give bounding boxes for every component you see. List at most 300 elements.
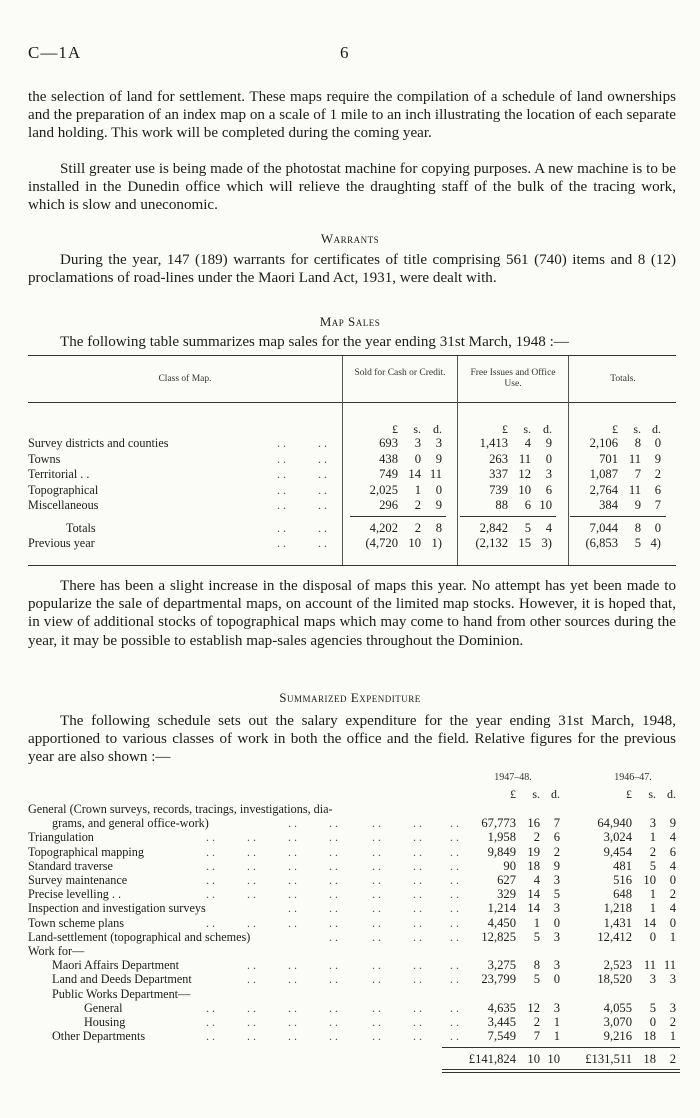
expenditure-cell: 8 xyxy=(533,958,540,973)
expenditure-cell: 3,275 xyxy=(487,958,516,973)
leader-dots: . . xyxy=(277,467,286,481)
table-cell: 8 xyxy=(634,521,641,535)
expenditure-cell: 5 xyxy=(649,1000,656,1015)
row-label: Previous year xyxy=(28,536,95,550)
row-label: Survey districts and counties xyxy=(28,436,169,450)
table-cell: 4 xyxy=(545,521,552,535)
leader-dots: . . xyxy=(329,915,338,930)
table-cell: 6 xyxy=(545,482,552,497)
page-number: 6 xyxy=(340,43,349,62)
expenditure-cell: 19 xyxy=(527,844,540,859)
expenditure-cell: 3 xyxy=(669,1000,676,1015)
expenditure-cell: 3 xyxy=(553,901,560,916)
leader-dots: . . xyxy=(372,844,381,859)
expenditure-cell: 3 xyxy=(649,816,656,831)
unit-label: £ xyxy=(502,422,508,436)
row-label: Topographical xyxy=(28,482,99,497)
table-cell: 384 xyxy=(599,498,618,512)
table-cell: 693 xyxy=(379,436,398,450)
table-cell: 1,087 xyxy=(589,467,618,481)
expenditure-cell: 16 xyxy=(527,816,540,831)
expenditure-cell: 3,070 xyxy=(603,1015,632,1029)
table-cell: 337 xyxy=(489,467,508,481)
table-cell: 11 xyxy=(429,467,442,481)
leader-dots: . . xyxy=(288,972,297,987)
table-cell: 1,413 xyxy=(479,436,508,450)
leader-dots: . . xyxy=(329,887,338,902)
expenditure-cell: 2 xyxy=(669,1015,676,1029)
expenditure-cell: 7 xyxy=(553,816,560,831)
intro-paragraph-2: Still greater use is being made of the photostat machine for copying purposes. A new machine is to be installed in the Dunedin office which will relieve the draughting staff of the bulk of the tracing work, which is slow and uneconomic. xyxy=(28,161,676,214)
leader-dots: . . xyxy=(288,1000,297,1015)
table-cell: 14 xyxy=(408,467,421,481)
leader-dots: . . xyxy=(206,1000,215,1015)
leader-dots: . . xyxy=(413,929,422,944)
leader-dots: . . xyxy=(329,958,338,973)
table-cell: 701 xyxy=(599,451,618,466)
expenditure-cell: 5 xyxy=(533,929,540,944)
expenditure-cell: 9 xyxy=(669,816,676,831)
leader-dots: . . xyxy=(329,873,338,887)
leader-dots: . . xyxy=(247,958,256,973)
expenditure-total-cell: £131,511 xyxy=(585,1052,632,1067)
column-header-year-2: 1946–47. xyxy=(614,772,652,783)
leader-dots: . . xyxy=(372,1015,381,1029)
leader-dots: . . xyxy=(329,830,338,845)
leader-dots: . . xyxy=(450,816,459,831)
expenditure-cell: 9 xyxy=(553,858,560,873)
expenditure-cell: 3 xyxy=(553,1000,560,1015)
expenditure-row-label: Standard traverse xyxy=(28,858,113,873)
intro-paragraph-1: the selection of land for settlement. These maps require the compilation of a schedule of land ownerships and the preparation of an index map on a scale of 1 mile to an inch illustrating the location of each separate land holding. This work will be completed during the coming year. xyxy=(28,89,676,142)
leader-dots: . . xyxy=(206,858,215,873)
leader-dots: . . xyxy=(277,451,286,466)
expenditure-cell: 481 xyxy=(613,858,632,873)
table-cell: 9 xyxy=(634,498,641,512)
leader-dots: . . xyxy=(247,844,256,859)
leader-dots: . . xyxy=(450,1015,459,1029)
expenditure-total-cell: 18 xyxy=(643,1052,656,1067)
expenditure-cell: 4 xyxy=(669,901,676,916)
leader-dots: . . xyxy=(372,873,381,887)
sum-rule xyxy=(558,1047,680,1048)
unit-label: s. xyxy=(523,422,531,436)
table-cell: 3 xyxy=(545,467,552,481)
expenditure-cell: 0 xyxy=(553,915,560,930)
expenditure-cell: 9,849 xyxy=(487,844,516,859)
expenditure-cell: 9,454 xyxy=(603,844,632,859)
unit-label: d. xyxy=(667,787,676,801)
row-label: Towns xyxy=(28,451,61,466)
expenditure-cell: 12 xyxy=(527,1000,540,1015)
expenditure-cell: 3 xyxy=(553,873,560,887)
table-cell: 8 xyxy=(634,436,641,450)
table-cell: 0 xyxy=(654,521,661,535)
expenditure-cell: 3 xyxy=(649,972,656,987)
table-cell: 2 xyxy=(414,498,421,512)
table-cell: 9 xyxy=(545,436,552,450)
table-cell: 3) xyxy=(541,536,552,550)
expenditure-cell: 4 xyxy=(669,830,676,845)
leader-dots: . . xyxy=(318,482,327,497)
unit-label: d. xyxy=(652,422,661,436)
expenditure-cell: 4 xyxy=(533,873,540,887)
sum-rule xyxy=(350,516,446,517)
table-cell: 438 xyxy=(379,451,398,466)
double-rule xyxy=(558,1069,680,1070)
table-cell: 10 xyxy=(539,498,552,512)
leader-dots: . . xyxy=(206,830,215,845)
expenditure-cell: 18 xyxy=(527,858,540,873)
table-cell: 4 xyxy=(524,436,531,450)
expenditure-cell: 4 xyxy=(669,858,676,873)
leader-dots: . . xyxy=(288,1029,297,1044)
table-cell: 11 xyxy=(628,482,641,497)
leader-dots: . . xyxy=(206,844,215,859)
leader-dots: . . xyxy=(247,887,256,902)
expenditure-cell: 2 xyxy=(533,830,540,845)
leader-dots: . . xyxy=(318,498,327,512)
expenditure-cell: 10 xyxy=(643,873,656,887)
leader-dots: . . xyxy=(277,536,286,550)
table-cell: 6 xyxy=(524,498,531,512)
expenditure-cell: 1 xyxy=(649,830,656,845)
expenditure-cell: 5 xyxy=(649,858,656,873)
expenditure-intro: The following schedule sets out the salary expenditure for the year ending 31st March, 1948, apportioned to various classes of work in both the office and the field. Relative figures for the previous year are also shown :— xyxy=(28,713,676,766)
table-cell: 7,044 xyxy=(589,521,618,535)
expenditure-row-label: Town scheme plans xyxy=(28,915,124,930)
expenditure-cell: 5 xyxy=(533,972,540,987)
unit-label: d. xyxy=(551,787,560,801)
expenditure-row-label: Precise levelling . . xyxy=(28,887,122,902)
leader-dots: . . xyxy=(288,873,297,887)
leader-dots: . . xyxy=(413,816,422,831)
table-cell: 296 xyxy=(379,498,398,512)
map-sales-heading: Map Sales xyxy=(319,314,381,329)
expenditure-cell: 1 xyxy=(553,1029,560,1044)
expenditure-cell: 7 xyxy=(533,1029,540,1044)
leader-dots: . . xyxy=(450,858,459,873)
leader-dots: . . xyxy=(277,482,286,497)
table-cell: 2,106 xyxy=(589,436,618,450)
expenditure-total-cell: £141,824 xyxy=(468,1052,516,1067)
table-cell: 3 xyxy=(414,436,421,450)
leader-dots: . . xyxy=(247,858,256,873)
leader-dots: . . xyxy=(247,830,256,845)
column-header-class: Class of Map. xyxy=(158,374,212,384)
table-cell: 88 xyxy=(495,498,508,512)
leader-dots: . . xyxy=(450,901,459,916)
leader-dots: . . xyxy=(329,858,338,873)
expenditure-row-label: Inspection and investigation surveys xyxy=(28,901,206,916)
leader-dots: . . xyxy=(288,1015,297,1029)
expenditure-cell: 1 xyxy=(553,1015,560,1029)
unit-label: d. xyxy=(433,422,442,436)
expenditure-cell: 1 xyxy=(649,887,656,902)
expenditure-cell: 3 xyxy=(669,972,676,987)
table-cell: 739 xyxy=(489,482,508,497)
leader-dots: . . xyxy=(288,816,297,831)
leader-dots: . . xyxy=(450,887,459,902)
expenditure-cell: 2 xyxy=(533,1015,540,1029)
expenditure-row-label: Public Works Department— xyxy=(52,986,191,1001)
expenditure-row-label: General (Crown surveys, records, tracings, investigations, dia- xyxy=(28,802,333,816)
leader-dots: . . xyxy=(413,873,422,887)
expenditure-row-label: Topographical mapping xyxy=(28,844,144,859)
leader-dots: . . xyxy=(413,958,422,973)
leader-dots: . . xyxy=(329,929,338,944)
table-cell: 12 xyxy=(518,467,531,481)
row-label: Totals xyxy=(66,521,96,535)
table-cell: 9 xyxy=(654,451,661,466)
table-cell: 5 xyxy=(634,536,641,550)
row-label: Territorial . . xyxy=(28,467,90,481)
table-cell: 7 xyxy=(634,467,641,481)
column-header-free: Free Issues and Office Use. xyxy=(470,368,556,389)
table-cell: 0 xyxy=(414,451,421,466)
table-cell: 2 xyxy=(654,467,661,481)
expenditure-cell: 18,520 xyxy=(597,972,632,987)
expenditure-cell: 9,216 xyxy=(603,1029,632,1044)
map-sales-commentary: There has been a slight increase in the disposal of maps this year. No attempt has yet been made to popularize the sale of departmental maps, on account of the limited map stocks. However, it is hoped that, in view of additional stocks of topographical maps which may come to hand from other sources during the year, it may be possible to establish map-sales agencies throughout the Dominion. xyxy=(28,578,676,649)
leader-dots: . . xyxy=(318,467,327,481)
leader-dots: . . xyxy=(277,498,286,512)
table-cell: 10 xyxy=(518,482,531,497)
table-cell: 10 xyxy=(408,536,421,550)
expenditure-cell: 4,635 xyxy=(487,1000,516,1015)
expenditure-row-label: Land-settlement (topographical and schemes) xyxy=(28,929,251,944)
expenditure-cell: 11 xyxy=(663,958,676,973)
table-bottom-rule xyxy=(28,565,676,566)
expenditure-cell: 3,024 xyxy=(603,830,632,845)
table-cell: 6 xyxy=(654,482,661,497)
table-header-rule xyxy=(28,402,676,403)
table-cell: (2,132 xyxy=(475,536,508,550)
expenditure-cell: 12,825 xyxy=(481,929,516,944)
leader-dots: . . xyxy=(450,830,459,845)
expenditure-cell: 1 xyxy=(649,901,656,916)
document-reference: C—1A xyxy=(28,43,82,62)
table-cell: 263 xyxy=(489,451,508,466)
table-cell: 9 xyxy=(435,451,442,466)
leader-dots: . . xyxy=(318,436,327,450)
table-cell: (6,853 xyxy=(585,536,618,550)
expenditure-cell: 0 xyxy=(649,929,656,944)
leader-dots: . . xyxy=(329,901,338,916)
leader-dots: . . xyxy=(450,915,459,930)
leader-dots: . . xyxy=(413,972,422,987)
expenditure-cell: 7,549 xyxy=(487,1029,516,1044)
expenditure-total-cell: 10 xyxy=(547,1052,560,1067)
expenditure-total-cell: 10 xyxy=(527,1052,540,1067)
leader-dots: . . xyxy=(329,972,338,987)
expenditure-cell: 90 xyxy=(503,858,516,873)
leader-dots: . . xyxy=(372,915,381,930)
table-cell: 2,764 xyxy=(589,482,618,497)
sum-rule xyxy=(460,516,556,517)
double-rule xyxy=(442,1069,564,1070)
expenditure-cell: 4,450 xyxy=(487,915,516,930)
table-cell: 15 xyxy=(518,536,531,550)
leader-dots: . . xyxy=(413,1029,422,1044)
leader-dots: . . xyxy=(206,873,215,887)
expenditure-cell: 12,412 xyxy=(597,929,632,944)
expenditure-cell: 0 xyxy=(649,1015,656,1029)
leader-dots: . . xyxy=(288,887,297,902)
expenditure-cell: 1,218 xyxy=(603,901,632,916)
table-cell: 4,202 xyxy=(369,521,398,535)
leader-dots: . . xyxy=(450,844,459,859)
leader-dots: . . xyxy=(206,887,215,902)
expenditure-row-label: Other Departments xyxy=(52,1029,146,1044)
leader-dots: . . xyxy=(247,915,256,930)
expenditure-cell: 0 xyxy=(553,972,560,987)
expenditure-cell: 64,940 xyxy=(597,816,632,831)
table-cell: 1 xyxy=(414,482,421,497)
expenditure-cell: 1,958 xyxy=(487,830,516,845)
leader-dots: . . xyxy=(288,901,297,916)
expenditure-row-label: Maori Affairs Department xyxy=(52,958,180,973)
table-cell: 0 xyxy=(545,451,552,466)
table-cell: 4) xyxy=(650,536,661,550)
map-sales-intro: The following table summarizes map sales for the year ending 31st March, 1948 :— xyxy=(60,334,569,350)
unit-label: s. xyxy=(413,422,421,436)
unit-label: £ xyxy=(612,422,618,436)
leader-dots: . . xyxy=(450,958,459,973)
unit-label: £ xyxy=(626,787,632,801)
expenditure-cell: 648 xyxy=(613,887,632,902)
unit-label: s. xyxy=(532,787,540,801)
expenditure-cell: 14 xyxy=(527,887,540,902)
expenditure-cell: 6 xyxy=(553,830,560,845)
expenditure-cell: 18 xyxy=(643,1029,656,1044)
leader-dots: . . xyxy=(450,1000,459,1015)
expenditure-cell: 14 xyxy=(643,915,656,930)
double-rule xyxy=(442,1072,564,1073)
table-cell: 2 xyxy=(414,521,421,535)
expenditure-cell: 1 xyxy=(669,1029,676,1044)
unit-label: £ xyxy=(392,422,398,436)
leader-dots: . . xyxy=(413,830,422,845)
leader-dots: . . xyxy=(247,972,256,987)
leader-dots: . . xyxy=(372,958,381,973)
table-cell: 5 xyxy=(524,521,531,535)
leader-dots: . . xyxy=(372,1029,381,1044)
expenditure-cell: 3 xyxy=(553,929,560,944)
leader-dots: . . xyxy=(450,929,459,944)
expenditure-row-label: Work for— xyxy=(28,944,85,958)
leader-dots: . . xyxy=(206,915,215,930)
table-cell: 9 xyxy=(435,498,442,512)
table-top-rule xyxy=(28,355,676,356)
table-cell: 2,025 xyxy=(369,482,398,497)
expenditure-cell: 3 xyxy=(553,958,560,973)
leader-dots: . . xyxy=(288,915,297,930)
expenditure-row-label: Housing xyxy=(84,1015,126,1029)
leader-dots: . . xyxy=(318,521,327,535)
expenditure-cell: 1 xyxy=(669,929,676,944)
expenditure-cell: 2 xyxy=(669,887,676,902)
column-header-sold: Sold for Cash or Credit. xyxy=(354,368,446,378)
leader-dots: . . xyxy=(277,521,286,535)
leader-dots: . . xyxy=(329,844,338,859)
table-cell: (4,720 xyxy=(365,536,398,550)
expenditure-cell: 1,214 xyxy=(487,901,516,916)
column-header-totals: Totals. xyxy=(610,374,636,384)
leader-dots: . . xyxy=(288,958,297,973)
expenditure-cell: 516 xyxy=(613,873,632,887)
expenditure-cell: 11 xyxy=(643,958,656,973)
warrants-heading: Warrants xyxy=(320,231,380,246)
table-cell: 7 xyxy=(654,498,661,512)
expenditure-cell: 67,773 xyxy=(481,816,516,831)
leader-dots: . . xyxy=(329,816,338,831)
table-cell: 2,842 xyxy=(479,521,508,535)
warrants-paragraph: During the year, 147 (189) warrants for certificates of title comprising 561 (740) items and 8 (12) proclamations of road-lines under the Maori Land Act, 1931, were dealt with. xyxy=(28,252,676,287)
unit-label: s. xyxy=(633,422,641,436)
expenditure-cell: 0 xyxy=(669,915,676,930)
row-label: Miscellaneous xyxy=(28,498,99,512)
leader-dots: . . xyxy=(247,873,256,887)
leader-dots: . . xyxy=(288,844,297,859)
leader-dots: . . xyxy=(247,1000,256,1015)
expenditure-cell: 0 xyxy=(669,873,676,887)
leader-dots: . . xyxy=(372,1000,381,1015)
leader-dots: . . xyxy=(206,1015,215,1029)
leader-dots: . . xyxy=(413,915,422,930)
leader-dots: . . xyxy=(247,1015,256,1029)
leader-dots: . . xyxy=(372,929,381,944)
leader-dots: . . xyxy=(288,830,297,845)
leader-dots: . . xyxy=(413,858,422,873)
expenditure-heading: Summarized Expenditure xyxy=(279,690,421,705)
leader-dots: . . xyxy=(372,830,381,845)
sum-rule xyxy=(570,516,666,517)
leader-dots: . . xyxy=(413,887,422,902)
expenditure-cell: 4,055 xyxy=(603,1000,632,1015)
leader-dots: . . xyxy=(450,873,459,887)
leader-dots: . . xyxy=(329,1015,338,1029)
leader-dots: . . xyxy=(413,1000,422,1015)
expenditure-row-label: General xyxy=(84,1000,123,1015)
expenditure-cell: 2 xyxy=(649,844,656,859)
expenditure-cell: 14 xyxy=(527,901,540,916)
column-header-year-1: 1947–48. xyxy=(494,772,532,783)
sum-rule xyxy=(442,1047,564,1048)
table-cell: 11 xyxy=(518,451,531,466)
leader-dots: . . xyxy=(329,1029,338,1044)
leader-dots: . . xyxy=(413,901,422,916)
leader-dots: . . xyxy=(206,1029,215,1044)
table-cell: 3 xyxy=(435,436,442,450)
expenditure-cell: 5 xyxy=(553,887,560,902)
leader-dots: . . xyxy=(288,858,297,873)
expenditure-row-label: Triangulation xyxy=(28,830,94,845)
table-cell: 1) xyxy=(431,536,442,550)
expenditure-cell: 2 xyxy=(553,844,560,859)
expenditure-row-label: grams, and general office-work) xyxy=(52,816,209,831)
table-cell: 749 xyxy=(379,467,398,481)
expenditure-cell: 329 xyxy=(497,887,516,902)
leader-dots: . . xyxy=(450,972,459,987)
leader-dots: . . xyxy=(318,451,327,466)
leader-dots: . . xyxy=(277,436,286,450)
expenditure-cell: 1,431 xyxy=(603,915,632,930)
expenditure-row-label: Survey maintenance xyxy=(28,873,128,887)
expenditure-cell: 1 xyxy=(533,915,540,930)
leader-dots: . . xyxy=(372,972,381,987)
leader-dots: . . xyxy=(413,1015,422,1029)
